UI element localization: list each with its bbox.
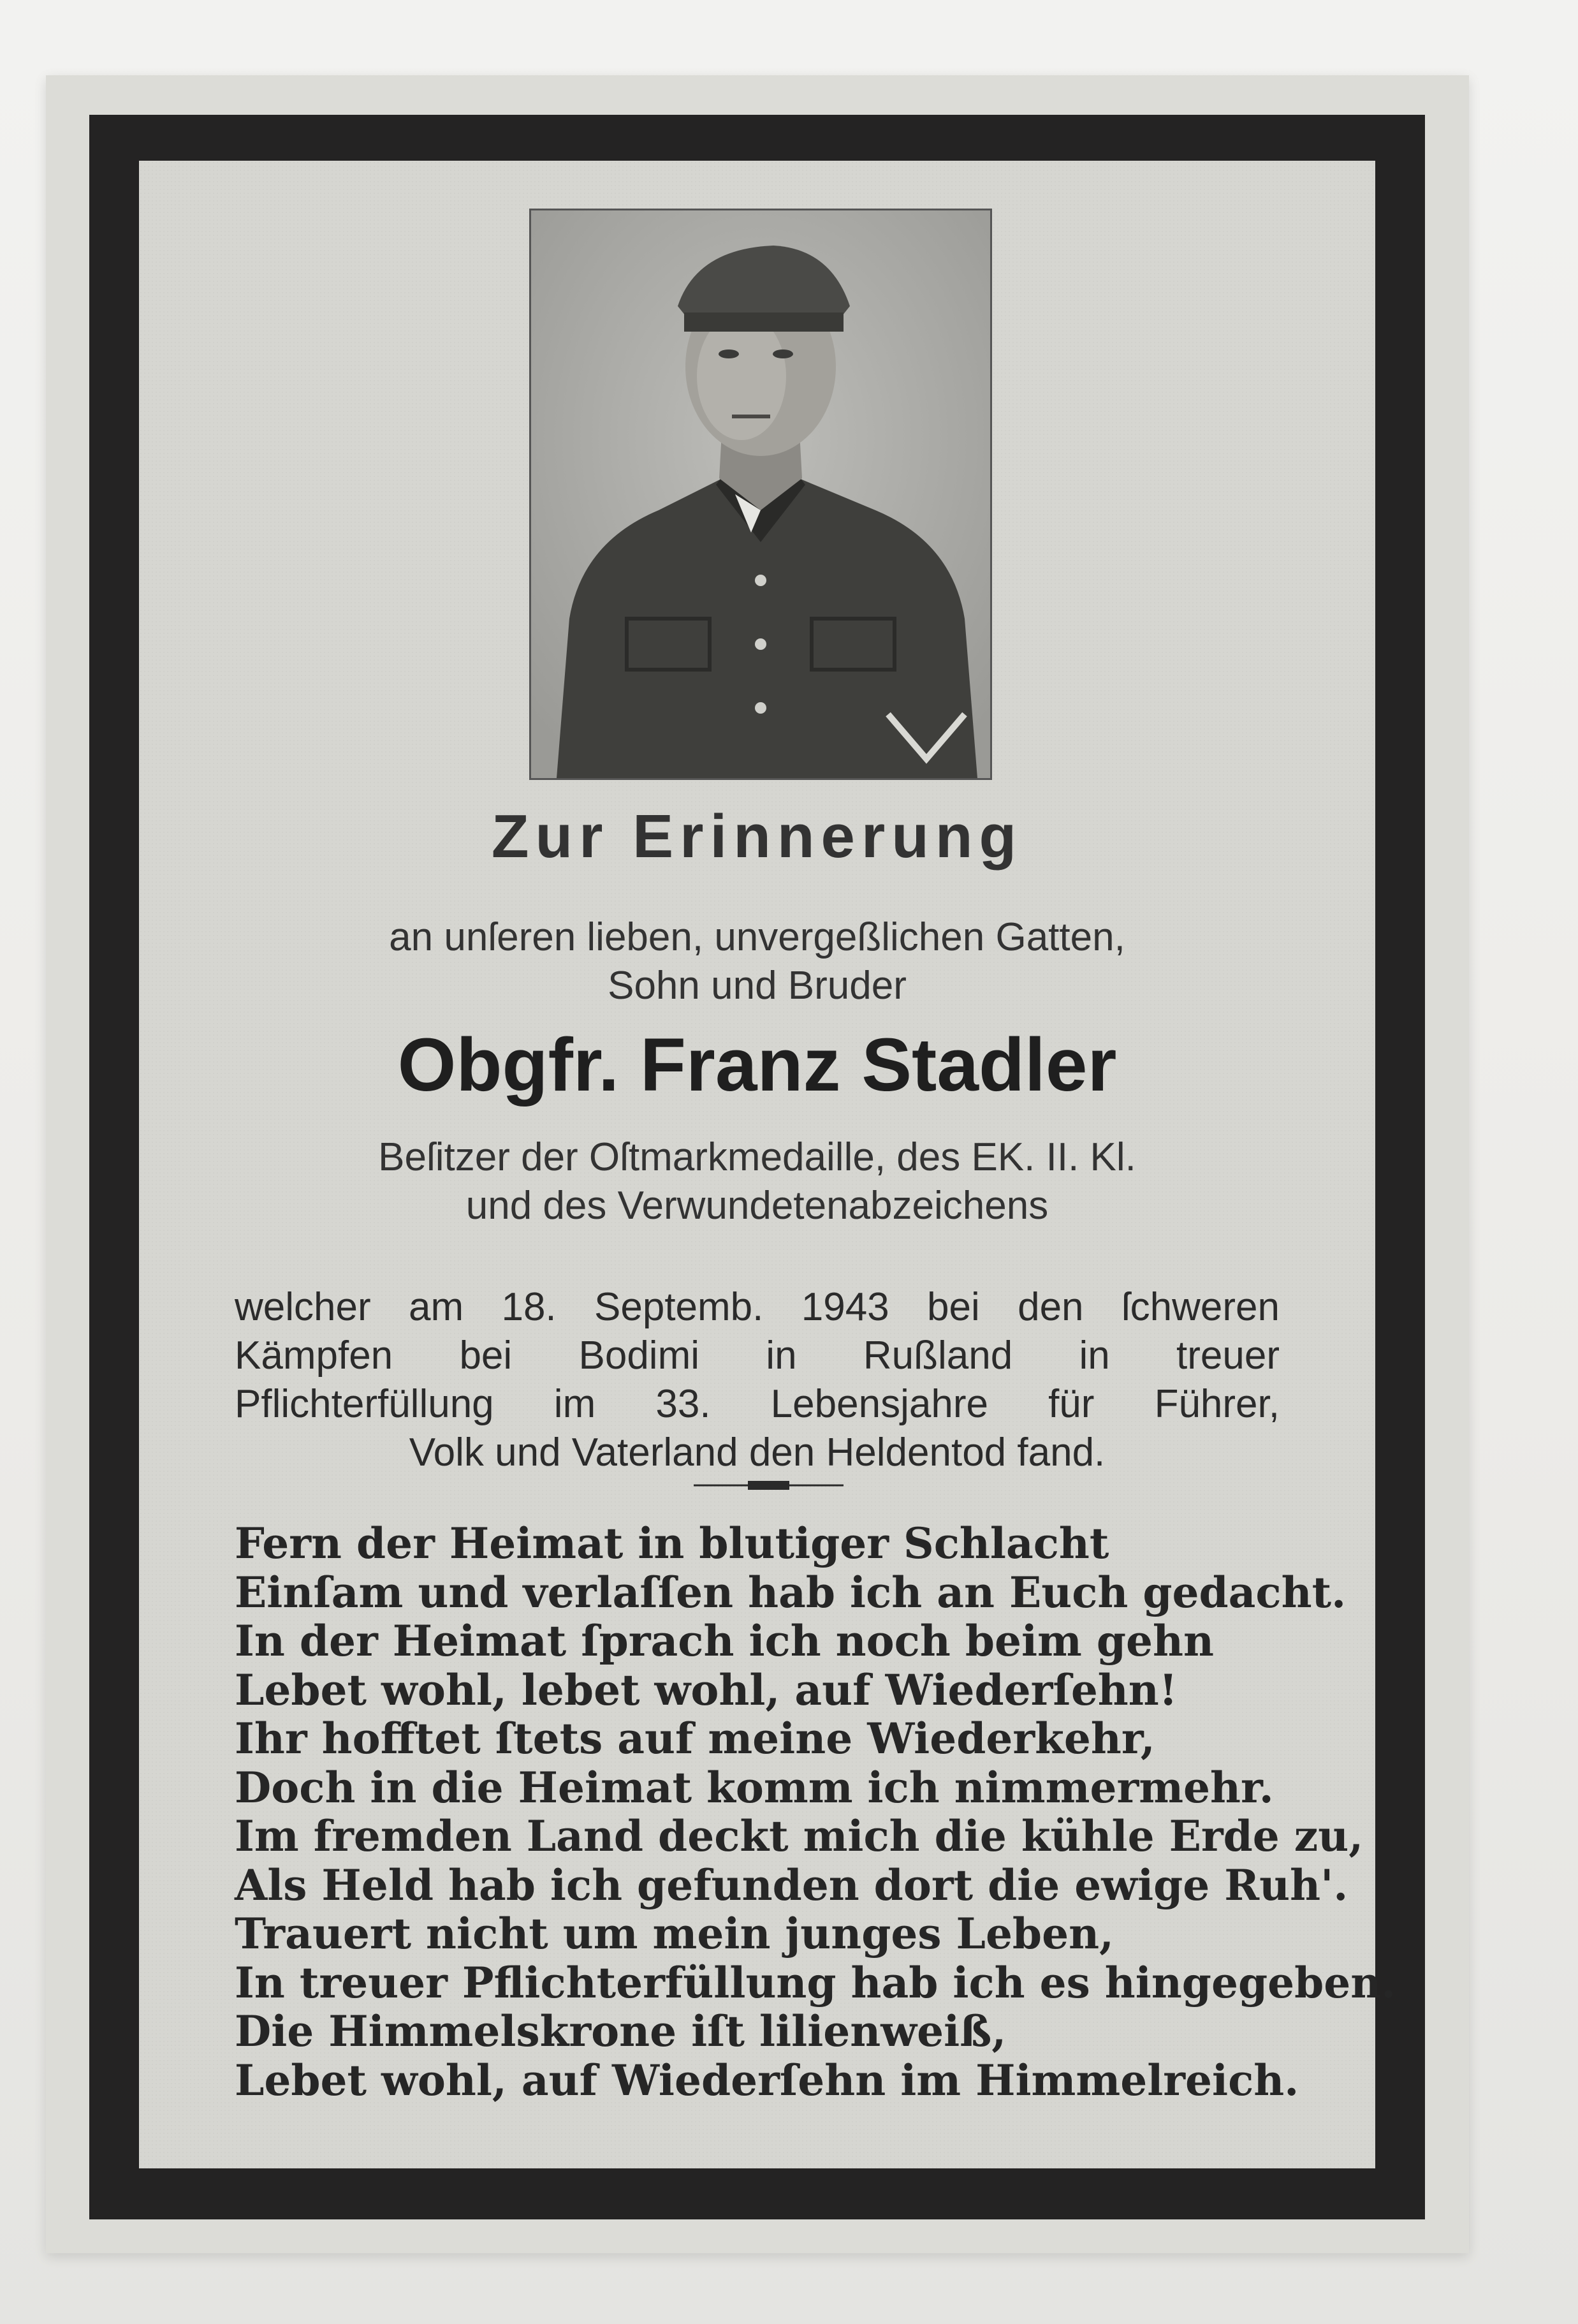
dedication-line-2: Sohn und Bruder <box>608 964 907 1008</box>
memorial-heading: Zur Erinnerung <box>491 802 1023 871</box>
poem-line: Einſam und verlaſſen hab ich an Euch gedacht. <box>235 1567 1347 1617</box>
death-notice-line: Volk und Vaterland den Heldentod fand. <box>409 1430 1106 1475</box>
poem-line: Doch in die Heimat komm ich nimmermehr. <box>235 1762 1274 1813</box>
card-inner <box>139 161 1396 2168</box>
soldier-portrait <box>529 209 992 780</box>
death-notice <box>235 1283 1280 1477</box>
death-notice-line: Kämpfen bei Bodimi in Rußland in treuer <box>235 1334 1280 1378</box>
awards <box>139 1133 1375 1230</box>
dedication <box>139 913 1375 1010</box>
poem-line: In der Heimat ſprach ich noch beim gehn <box>235 1616 1214 1666</box>
ornamental-divider <box>694 1479 844 1492</box>
poem-line: Fern der Heimat in blutiger Schlacht <box>235 1519 1109 1568</box>
poem-line: In treuer Pflichterfüllung hab ich es hingegeben. <box>235 1957 1396 2008</box>
poem-line: Trauert nicht um mein junges Leben, <box>235 1909 1114 1959</box>
deceased-name: Obgfr. Franz Stadler <box>397 1023 1117 1107</box>
poem-line: Lebet wohl, lebet wohl, auf Wiederſehn! <box>235 1665 1178 1715</box>
poem-line: Die Himmelskrone iſt lilienweiß, <box>235 2006 1007 2056</box>
poem-line: Im fremden Land deckt mich die kühle Erde zu, <box>235 1811 1364 1861</box>
awards-line-2: und des Verwundetenabzeichens <box>465 1184 1049 1228</box>
mourning-frame <box>89 115 1425 2219</box>
poem-line: Als Held hab ich gefunden dort die ewige Ruh'. <box>235 1860 1348 1910</box>
poem-line: Ihr hofftet ſtets auf meine Wiederkehr, <box>235 1714 1155 1763</box>
poem-line: Lebet wohl, auf Wiederſehn im Himmelreich. <box>235 2055 1299 2105</box>
death-notice-line: Pflichterfüllung im 33. Lebensjahre für Führer, <box>235 1382 1280 1426</box>
awards-line-1: Beſitzer der Oſtmarkmedaille, des EK. II. Kl. <box>378 1135 1136 1179</box>
dedication-line-1: an unſeren lieben, unvergeßlichen Gatten, <box>389 915 1125 959</box>
death-notice-line: welcher am 18. Septemb. 1943 bei den ſchweren <box>235 1285 1280 1329</box>
memorial-poem <box>235 1519 1396 2105</box>
